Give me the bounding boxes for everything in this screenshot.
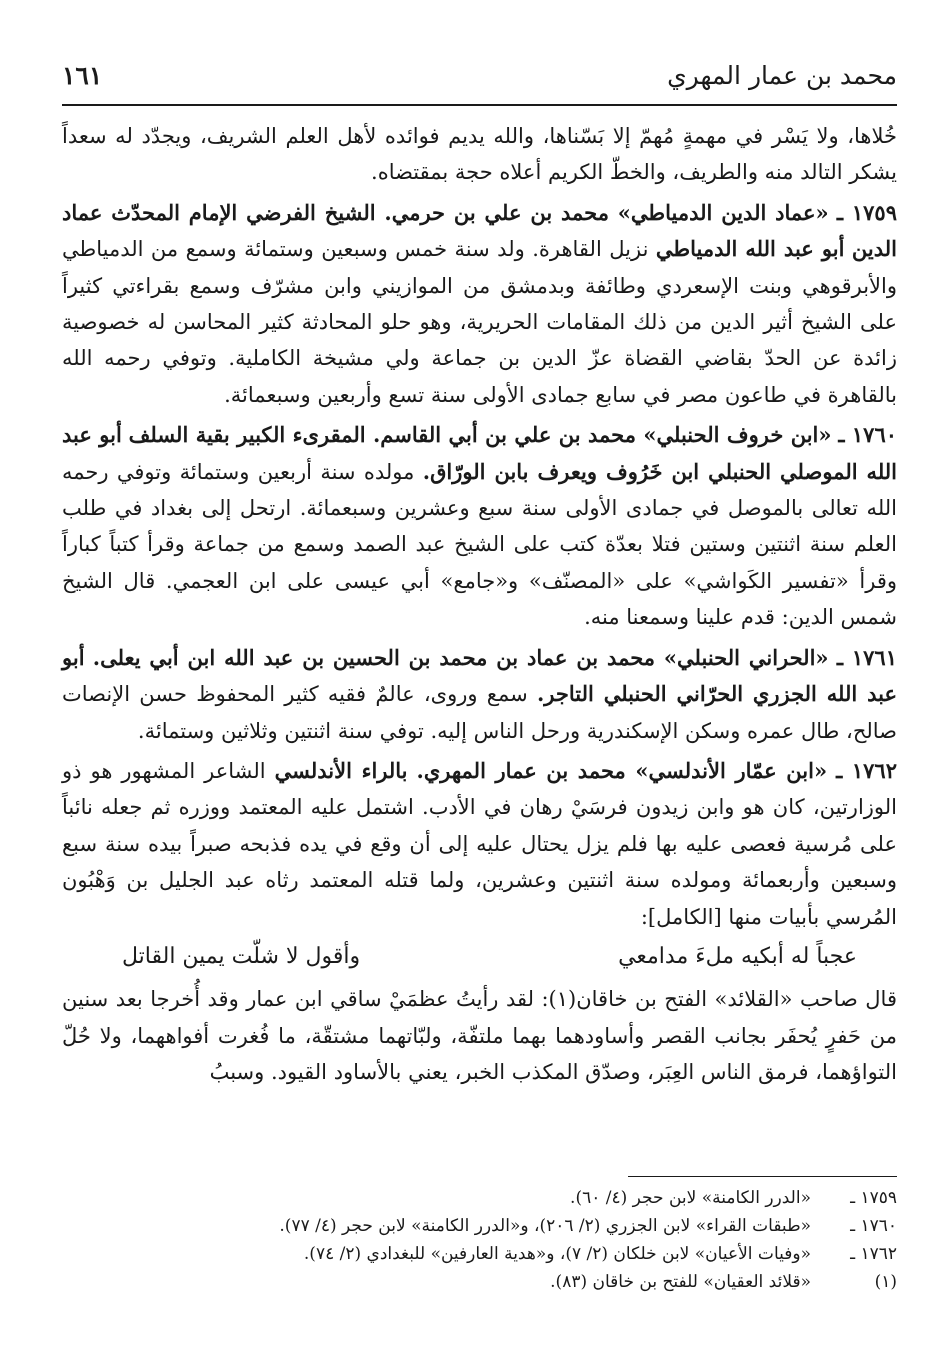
entry-heading: «عماد الدين الدمياطي» محمد بن علي بن حرمي. الشيخ الفرضي الإمام المحدّث عماد الدين: [62, 199, 897, 262]
entry-number: ١٧٦٢ ـ: [836, 757, 897, 783]
entry-name: أبو عبد الله الموصلي الحنبلي ابن خَرُوف ويعرف بابن الورّاق.: [62, 422, 898, 484]
verse-first-hemistich: عجباً له أبكيه ملءَ مدامعي: [618, 943, 857, 969]
footnote-number: ١٧٥٩ ـ: [850, 1188, 897, 1208]
entry-1761: [62, 640, 897, 749]
entry-number: ١٧٥٩ ـ: [836, 199, 897, 225]
entry-text: مولده سنة أربعين وستمائة وتوفي رحمه الله تعالى بالموصل في جمادى الأولى سنة سبع وعشرين وسبعمائة. ارتحل إلى بغداد في طلب العلم سنة اثنتين وستين فتلا بعدّة كتب على الشيخ عبد الصمد وسمع من جماعة وقرأ كتباً كباراً وقرأ «تفسير الكَواشي» على «المصنّف» و«جامع» أبي عيسى على ابن العجمي. قال الشيخ شمس الدين: قدم علينا وسمعنا منه.: [62, 459, 897, 630]
entry-name: أبو عبد الله الجزري الحرّاني الحنبلي التاجر.: [62, 644, 897, 707]
footnote-text: «قلائد العقيان» للفتح بن خاقان (٨٣).: [550, 1272, 811, 1292]
footnote-item: [62, 1212, 897, 1240]
verse-second-hemistich: وأقول لا شلّت يمين القاتل: [122, 943, 361, 969]
entry-text: سمع وروى، عالمٌ فقيه كثير المحفوظ حسن الإنصات صالح، طال عمره وسكن الإسكندرية ورحل الناس إليه. توفي سنة اثنتين وثلاثين وستمائة.: [62, 682, 897, 743]
footnote-number: ١٧٦٠ ـ: [850, 1216, 897, 1236]
footnote-text: «وفيات الأعيان» لابن خلكان (٢/ ٧)، و«هدية العارفين» للبغدادي (٢/ ٧٤).: [303, 1244, 811, 1264]
entry-text: نزيل القاهرة. ولد سنة خمس وسبعين وستمائة وسمع من الدمياطي والأبرقوهي وبنت الإسعردي وطائفة وبدمشق من الموازيني وابن مشرّف وسمع بقراءتي كثيراً على الشيخ أثير الدين من ذلك المقامات الحريرية، وهو حلو المحادثة كثير المحاسن له خصوصية زائدة عن الحدّ بقاضي القضاة عزّ الدين بن جماعة ولي مشيخة الكاملية. وتوفي رحمه الله بالقاهرة في طاعون مصر في سابع جمادى الأولى سنة تسع وأربعين وسبعمائة.: [62, 237, 897, 407]
poetry-verse: [62, 935, 897, 981]
page-number: ١٦١: [62, 61, 103, 90]
header-rule: [62, 104, 897, 106]
footnote-number: (١): [874, 1272, 897, 1292]
intro-paragraph: خُلاها، ولا يَسْر في مهمةٍ مُهمّ إلا بَسّناها، والله يديم فوائده لأهل العلم الشريف، ويجدّد له سعداً يشكر التالد منه والطريف، والخطّ الكريم أعلاه حجة بمقتضاه.: [62, 124, 897, 185]
entry-1762: [62, 753, 897, 935]
entry-heading: «ابن عمّار الأندلسي» محمد بن عمار المهري.: [416, 757, 828, 783]
running-header: [62, 56, 897, 96]
entry-1760: [62, 417, 897, 635]
footnote-rule: [628, 1176, 897, 1177]
entry-number: ١٧٦٠ ـ: [838, 422, 898, 448]
entry-name: أبو عبد الله الدمياطي: [655, 236, 845, 262]
entry-number: ١٧٦١ ـ: [836, 644, 897, 670]
entry-1759: [62, 195, 897, 413]
entry-name: بالراء الأندلسي: [274, 757, 408, 783]
footnote-item: [62, 1240, 897, 1268]
footnote-item: [62, 1268, 897, 1296]
footnote-item: [62, 1184, 897, 1212]
footnote-number: ١٧٦٢ ـ: [850, 1244, 897, 1264]
entry-text: الشاعر المشهور هو ذو الوزارتين، كان هو وابن زيدون فرسَيْ رهان في الأدب. اشتمل عليه المعتمد ووزره ثم جعله نائباً على مُرسية فعصى عليه بها فلم يزل يحتال عليه إلى أن وقع في يده فذبحه صبراً بيده سنة سبع وسبعين وأربعمائة ومولده سنة اثنتين وعشرين، ولما قتله المعتمد رثاه عبد الجليل بن وَهْبُون المُرسي بأبيات منها [الكامل]:: [62, 758, 897, 929]
entry-heading: «الحراني الحنبلي» محمد بن عماد بن محمد بن الحسين بن عبد الله ابن أبي يعلى.: [92, 644, 829, 670]
footnote-text: «الدرر الكامنة» لابن حجر (٤/ ٦٠).: [570, 1188, 811, 1208]
footnotes: [62, 1184, 897, 1296]
entry-heading: «ابن خروف الحنبلي» محمد بن علي بن أبي القاسم. المقرىء الكبير بقية السلف: [128, 422, 832, 448]
footnote-text: «طبقات القراء» لابن الجزري (٢/ ٢٠٦)، و«الدرر الكامنة» لابن حجر (٤/ ٧٧).: [279, 1216, 811, 1236]
running-title: محمد بن عمار المهري: [667, 61, 897, 90]
main-text: [62, 118, 897, 1091]
closing-paragraph: قال صاحب «القلائد» الفتح بن خاقان(١): لقد رأيتُ عظمَيْ ساقي ابن عمار وقد أُخرجا بعد سنين من حَفرٍ يُحفَر بجانب القصر وأساودهما بهما ملتفّة، ولبّاتهما مشتقّة، ما فُغرت أفواههما، ولا حُلّ التواؤهما، فرمق الناس العِبَر، وصدّق المكذب الخبر، يعني بالأساود القيود. وسببُ: [62, 987, 897, 1085]
